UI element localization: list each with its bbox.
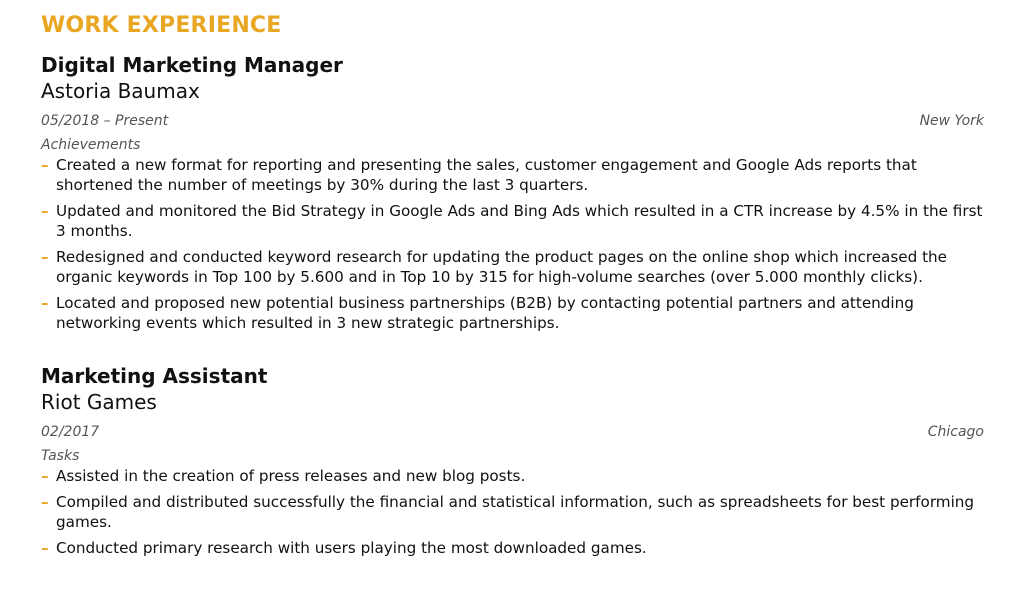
list-label: Achievements: [41, 137, 141, 153]
dash-bullet-icon: –: [41, 202, 49, 220]
list-item-text: Redesigned and conducted keyword research for updating the product pages on the online shop which increased the organic keywords in Top 100 by 5.600 and in Top 10 by 315 for high-volume searches (over 5.000 monthly clicks).: [56, 248, 948, 286]
dash-bullet-icon: –: [41, 156, 49, 174]
dash-bullet-icon: –: [41, 294, 49, 312]
list-item-text: Located and proposed new potential business partnerships (B2B) by contacting potential partners and attending networking events which resulted in 3 new strategic partnerships.: [56, 294, 914, 332]
dash-bullet-icon: –: [41, 467, 49, 485]
resume-page: [41, 12, 984, 564]
list-item: [41, 293, 984, 333]
job-title: Digital Marketing Manager: [41, 53, 343, 77]
list-item: [41, 201, 984, 241]
list-item-text: Compiled and distributed successfully the financial and statistical information, such as spreadsheets for best performing games.: [56, 493, 975, 531]
list-item: [41, 247, 984, 287]
list-item: [41, 538, 984, 558]
job-entry-digital-marketing-manager: [41, 52, 984, 333]
bullet-list: [41, 466, 984, 558]
job-dates: 05/2018 – Present: [41, 113, 169, 129]
list-item: [41, 155, 984, 195]
company-name: Astoria Baumax: [41, 79, 200, 103]
job-location: Chicago: [927, 424, 984, 440]
job-title: Marketing Assistant: [41, 364, 268, 388]
company-name: Riot Games: [41, 390, 157, 414]
dash-bullet-icon: –: [41, 493, 49, 511]
job-dates: 02/2017: [41, 424, 100, 440]
list-item: [41, 466, 984, 486]
list-item-text: Assisted in the creation of press releases and new blog posts.: [56, 467, 526, 485]
job-entry-marketing-assistant: [41, 363, 984, 558]
job-location: New York: [919, 113, 984, 129]
job-meta-row: [41, 112, 984, 130]
list-item-text: Updated and monitored the Bid Strategy in Google Ads and Bing Ads which resulted in a CTR increase by 4.5% in the first 3 months.: [56, 202, 983, 240]
bullet-list: [41, 155, 984, 333]
list-item-text: Created a new format for reporting and presenting the sales, customer engagement and Google Ads reports that shortened the number of meetings by 30% during the last 3 quarters.: [56, 156, 917, 194]
section-title: WORK EXPERIENCE: [41, 13, 282, 38]
dash-bullet-icon: –: [41, 539, 49, 557]
list-label: Tasks: [41, 448, 80, 464]
job-meta-row: [41, 423, 984, 441]
list-item: [41, 492, 984, 532]
dash-bullet-icon: –: [41, 248, 49, 266]
list-item-text: Conducted primary research with users playing the most downloaded games.: [56, 539, 647, 557]
